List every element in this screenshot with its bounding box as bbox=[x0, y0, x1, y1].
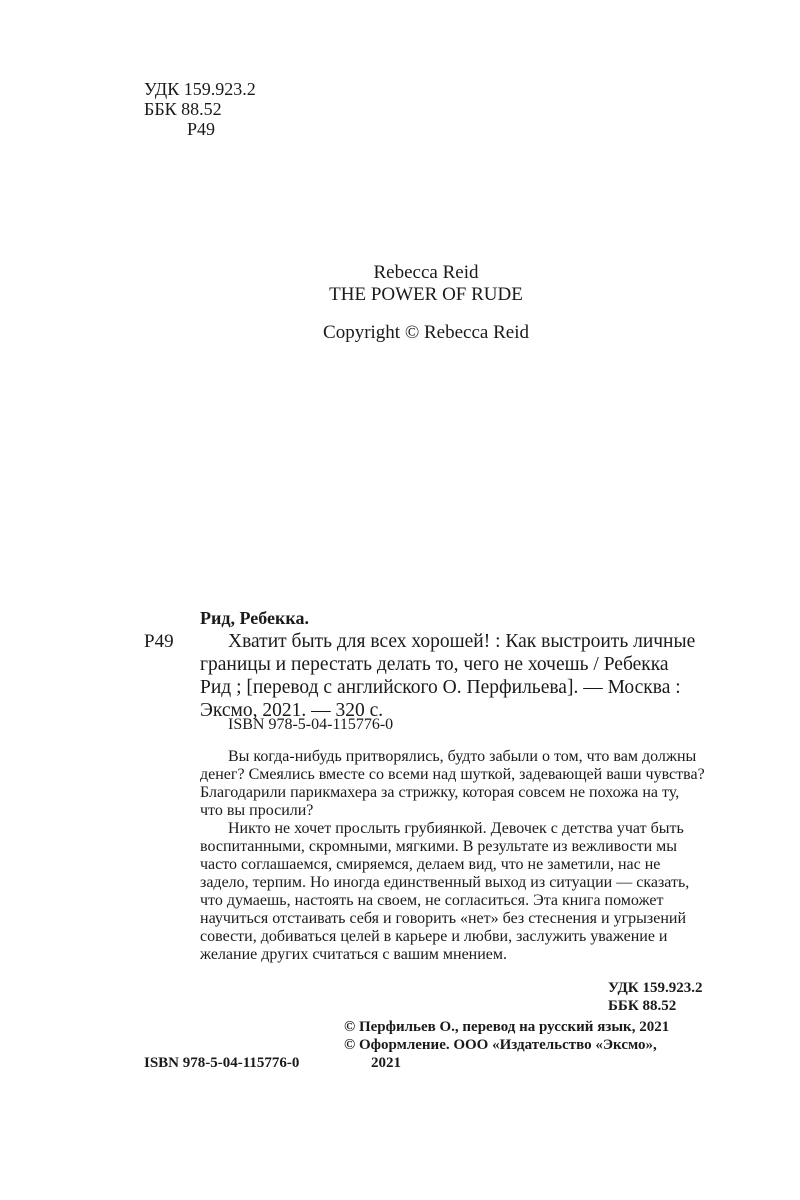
record-description-line: Хватит быть для всех хорошей! : Как выстроить личные bbox=[228, 631, 696, 652]
record-author-heading: Рид, Ребекка. bbox=[200, 608, 309, 628]
annotation-line: денег? Смеялись вместе со всеми над шуткой, задевающей ваши чувства? bbox=[200, 766, 705, 783]
copyright-design: © Оформление. ООО «Издательство «Эксмо», bbox=[344, 1037, 657, 1053]
annotation-line: совести, добиваться целей в карьере и любви, заслужить уважение и bbox=[200, 928, 668, 945]
annotation-line: желание других считаться с вашим мнением. bbox=[200, 946, 508, 963]
udk-code-bottom: УДК 159.923.2 bbox=[608, 980, 703, 996]
record-description-line: Рид ; [перевод с английского О. Перфильева]. — Москва : bbox=[200, 677, 681, 698]
annotation-line: научиться отстаивать себя и говорить «нет» без стеснения и угрызений bbox=[200, 910, 687, 927]
record-description-line: Эксмо, 2021. — 320 с. bbox=[200, 700, 384, 721]
annotation-line: часто соглашаемся, смиряемся, делаем вид, что не заметили, нас не bbox=[200, 856, 661, 873]
author-mark-top: Р49 bbox=[187, 119, 216, 139]
isbn-bottom: ISBN 978-5-04-115776-0 bbox=[144, 1055, 300, 1071]
original-copyright: Copyright © Rebecca Reid bbox=[323, 322, 529, 343]
original-author: Rebecca Reid bbox=[373, 262, 479, 283]
annotation-line: задело, терпим. Но иногда единственный выход из ситуации — сказать, bbox=[200, 874, 690, 891]
annotation-line: Благодарили парикмахера за стрижку, которая совсем не похожа на ту, bbox=[200, 784, 680, 801]
bbk-code-bottom: ББК 88.52 bbox=[608, 998, 677, 1014]
annotation-line: Вы когда-нибудь притворялись, будто забыли о том, что вам должны bbox=[228, 748, 697, 765]
record-isbn: ISBN 978-5-04-115776-0 bbox=[228, 716, 394, 733]
record-author-mark: Р49 bbox=[144, 631, 174, 652]
annotation-line: воспитанными, скромными, мягкими. В результате из вежливости мы bbox=[200, 838, 677, 855]
record-description-line: границы и перестать делать то, чего не хочешь / Ребекка bbox=[200, 654, 669, 675]
annotation-line: что вы просили? bbox=[200, 802, 314, 819]
copyright-design-year: 2021 bbox=[371, 1055, 401, 1071]
udk-code-top: УДК 159.923.2 bbox=[144, 79, 256, 99]
copyright-translation: © Перфильев О., перевод на русский язык, 2021 bbox=[344, 1019, 670, 1035]
original-title: THE POWER OF RUDE bbox=[329, 284, 523, 305]
bbk-code-top: ББК 88.52 bbox=[144, 99, 222, 119]
annotation-line: что думаешь, настоять на своем, не согласиться. Эта книга поможет bbox=[200, 892, 664, 909]
annotation-line: Никто не хочет прослыть грубиянкой. Девочек с детства учат быть bbox=[228, 820, 684, 837]
